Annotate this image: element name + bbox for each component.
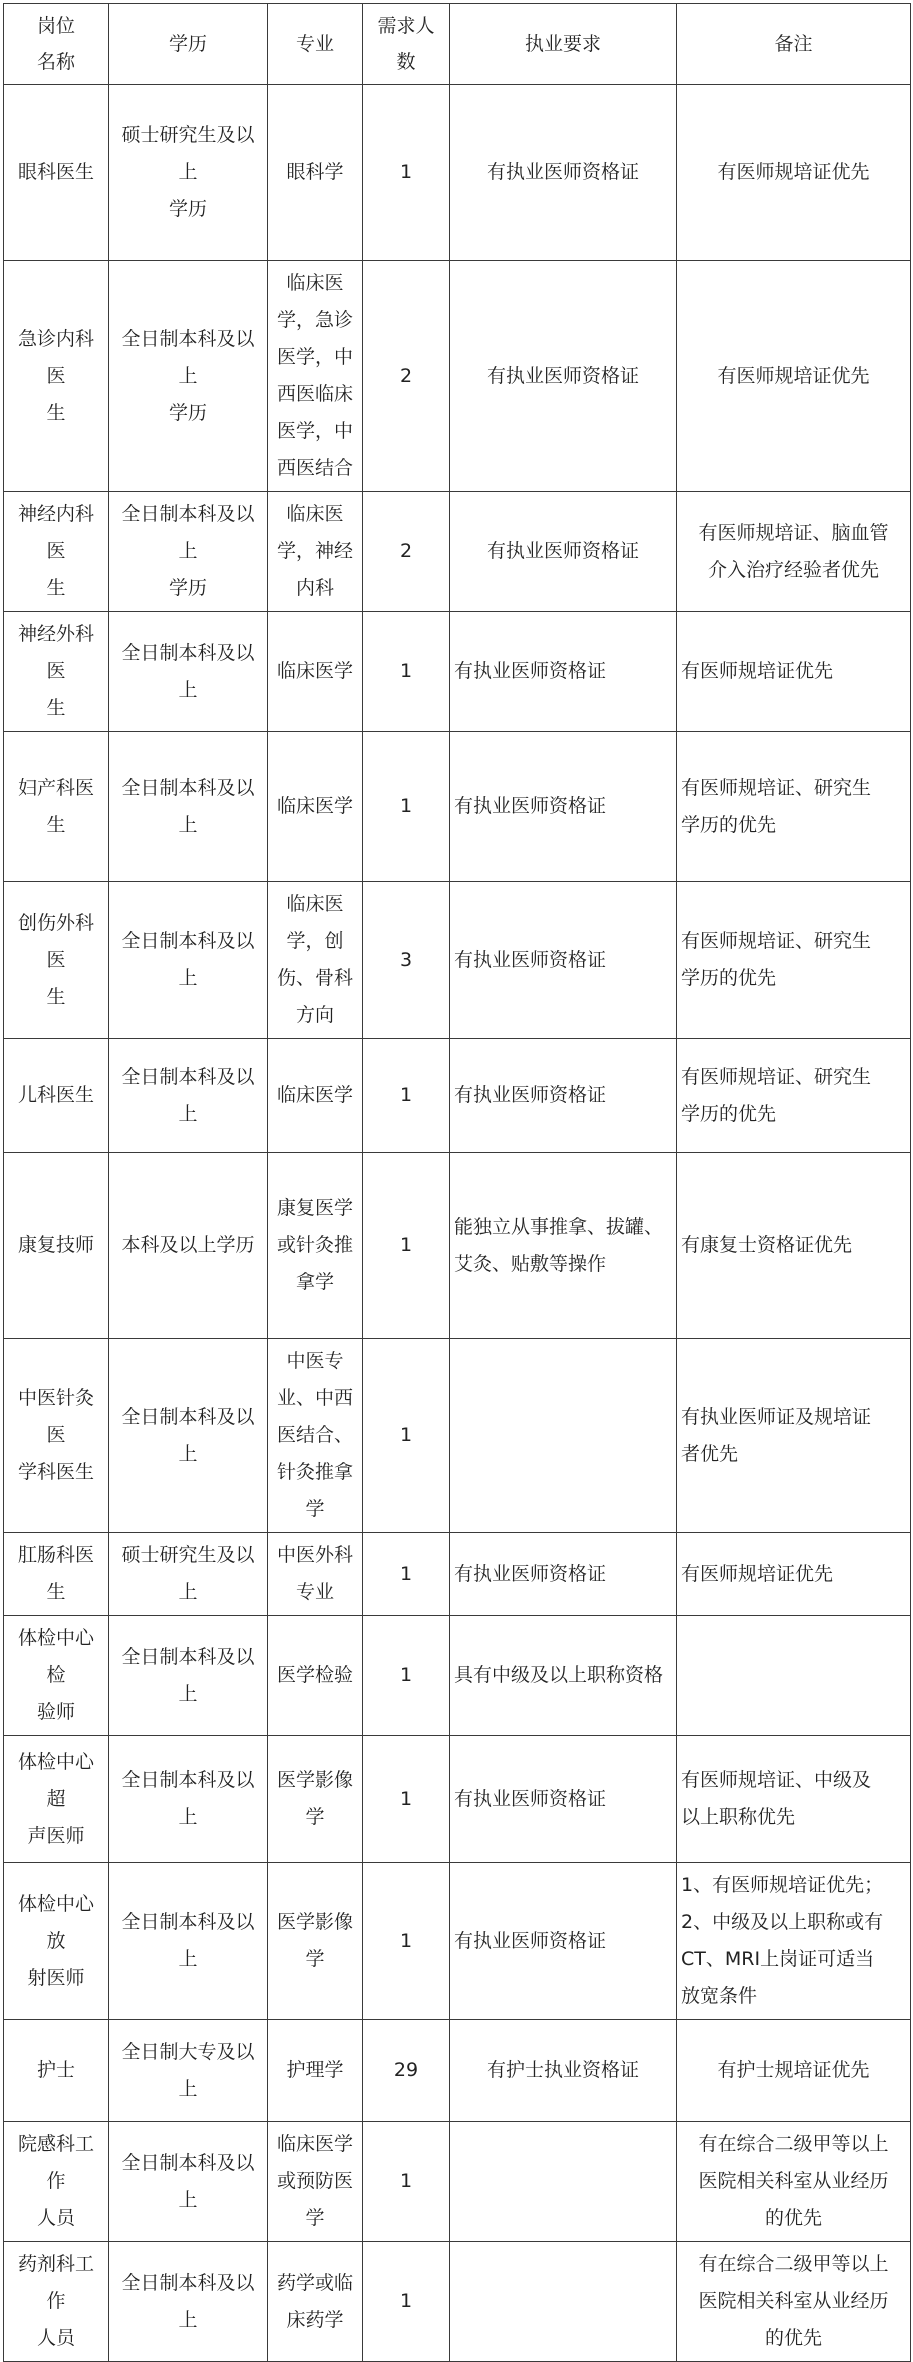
cell-education-text: 全日制本科及以上 (121, 1065, 255, 1125)
cell-license (450, 2122, 677, 2242)
cell-count-text: 1 (399, 1562, 413, 1585)
cell-count (363, 85, 450, 261)
cell-count (363, 732, 450, 882)
cell-notes (677, 1533, 911, 1616)
cell-education (109, 882, 268, 1039)
cell-education (109, 1736, 268, 1863)
header-major-label: 专业 (295, 33, 334, 55)
cell-count-text: 1 (399, 2290, 413, 2312)
cell-license (450, 1616, 677, 1736)
cell-count-text: 1 (399, 1929, 413, 1952)
header-notes (677, 4, 911, 85)
cell-notes-text: 有执业医师证及规培证 者优先 (681, 1405, 872, 1465)
cell-major-text: 临床医学 (276, 660, 353, 682)
header-education-label: 学历 (168, 33, 207, 55)
table-row (4, 1736, 911, 1863)
header-major (268, 4, 363, 85)
cell-education (109, 612, 268, 732)
cell-position (4, 1616, 109, 1736)
cell-education-text: 全日制本科及以上 (121, 1405, 255, 1465)
cell-count (363, 1039, 450, 1153)
cell-notes-text: 有医师规培证、中级及 以上职称优先 (681, 1769, 872, 1828)
cell-education (109, 1039, 268, 1153)
cell-major-text: 临床医 学，急诊 医学，中 西医临床 医学，中 西医结合 (276, 272, 353, 479)
cell-education (109, 2122, 268, 2242)
cell-position-text: 体检中心检 验师 (17, 1627, 94, 1723)
cell-position-text: 眼科医生 (17, 161, 94, 183)
cell-major (268, 1339, 363, 1533)
cell-education-text: 全日制本科及以上 学历 (121, 327, 255, 424)
cell-position (4, 612, 109, 732)
cell-major-text: 临床医 学，创 伤、骨科 方向 (276, 893, 353, 1026)
cell-position-text: 中医针灸医 学科医生 (17, 1387, 94, 1483)
table-row (4, 1616, 911, 1736)
cell-major (268, 1039, 363, 1153)
cell-notes-text: 有在综合二级甲等以上 医院相关科室从业经历 的优先 (698, 2133, 889, 2229)
cell-education-text: 全日制本科及以上 (121, 1645, 255, 1705)
cell-major-text: 中医外科 专业 (276, 1544, 353, 1603)
header-count (363, 4, 450, 85)
table-row (4, 2122, 911, 2242)
cell-license-text: 有护士执业资格证 (486, 2059, 639, 2081)
cell-major-text: 护理学 (286, 2059, 344, 2081)
cell-count-text: 1 (399, 660, 413, 682)
cell-education-text: 全日制本科及以上 (121, 1769, 255, 1828)
cell-notes (677, 1153, 911, 1339)
cell-license-text: 有执业医师资格证 (454, 795, 607, 817)
cell-count-text: 1 (399, 1787, 413, 1810)
cell-position (4, 1153, 109, 1339)
cell-count-text: 1 (399, 1424, 413, 1446)
cell-notes (677, 492, 911, 612)
cell-position (4, 1863, 109, 2020)
cell-license-text: 有执业医师资格证 (454, 1929, 607, 1952)
cell-major-text: 中医专 业、中西 医结合、 针灸推拿 学 (276, 1350, 353, 1520)
cell-count (363, 1863, 450, 2020)
header-license-label: 执业要求 (524, 33, 601, 55)
cell-license (450, 2020, 677, 2122)
cell-major-text: 药学或临 床药学 (276, 2271, 353, 2331)
cell-notes (677, 732, 911, 882)
cell-notes-text: 有护士规培证优先 (717, 2059, 870, 2081)
cell-count (363, 1533, 450, 1616)
cell-position (4, 85, 109, 261)
table-row (4, 1533, 911, 1616)
cell-license (450, 882, 677, 1039)
cell-notes (677, 612, 911, 732)
header-count-label: 需求人数 (377, 15, 435, 73)
cell-count-text: 1 (399, 795, 413, 817)
table-row (4, 1339, 911, 1533)
cell-major (268, 492, 363, 612)
cell-license (450, 2242, 677, 2362)
cell-education (109, 261, 268, 492)
cell-position (4, 882, 109, 1039)
cell-education (109, 732, 268, 882)
cell-notes-text: 有在综合二级甲等以上 医院相关科室从业经历 的优先 (698, 2253, 889, 2349)
cell-major (268, 85, 363, 261)
cell-major-text: 医学检验 (276, 1664, 353, 1686)
cell-position-text: 神经内科医 生 (17, 503, 94, 599)
cell-license-text: 有执业医师资格证 (454, 948, 607, 971)
header-notes-label: 备注 (774, 33, 813, 55)
cell-license (450, 1863, 677, 2020)
cell-major (268, 612, 363, 732)
cell-position-text: 神经外科医 生 (17, 623, 94, 719)
cell-position-text: 体检中心放 射医师 (17, 1892, 94, 1989)
cell-education-text: 全日制本科及以上 (121, 1911, 255, 1970)
cell-education (109, 1153, 268, 1339)
cell-position (4, 1339, 109, 1533)
cell-license-text: 具有中级及以上职称资格 (454, 1664, 664, 1686)
cell-major-text: 康复医学 或针灸推 拿学 (276, 1197, 353, 1293)
cell-education (109, 1616, 268, 1736)
table-row (4, 612, 911, 732)
cell-education-text: 全日制本科及以上 (121, 2271, 255, 2331)
cell-major (268, 261, 363, 492)
table-row (4, 882, 911, 1039)
cell-position (4, 1533, 109, 1616)
cell-count (363, 1736, 450, 1863)
cell-license (450, 1533, 677, 1616)
cell-count-text: 1 (399, 1084, 413, 1106)
cell-major (268, 882, 363, 1039)
table-row (4, 1153, 911, 1339)
table-body (4, 4, 911, 2362)
cell-count-text: 29 (393, 2059, 419, 2081)
cell-count-text: 1 (399, 161, 413, 183)
cell-position-text: 院感科工作 人员 (17, 2133, 94, 2229)
cell-position-text: 护士 (36, 2059, 75, 2081)
cell-position (4, 2242, 109, 2362)
table-row (4, 492, 911, 612)
cell-education-text: 本科及以上学历 (121, 1234, 255, 1256)
cell-education (109, 1863, 268, 2020)
cell-notes-text: 有医师规培证优先 (681, 1562, 834, 1585)
cell-major-text: 医学影像 学 (276, 1911, 353, 1970)
cell-position-text: 康复技师 (17, 1234, 94, 1256)
cell-count (363, 1616, 450, 1736)
cell-license (450, 732, 677, 882)
cell-major-text: 临床医学 (276, 795, 353, 817)
table-row (4, 2020, 911, 2122)
cell-license-text: 有执业医师资格证 (454, 1084, 607, 1106)
cell-notes (677, 1863, 911, 2020)
cell-major (268, 1863, 363, 2020)
cell-notes (677, 2020, 911, 2122)
cell-count-text: 1 (399, 1664, 413, 1686)
table-row (4, 1863, 911, 2020)
cell-count-text: 2 (399, 540, 413, 562)
table-row (4, 2242, 911, 2362)
header-education (109, 4, 268, 85)
cell-license (450, 1736, 677, 1863)
cell-notes-text: 有医师规培证、研究生 学历的优先 (681, 776, 872, 836)
table-row (4, 1039, 911, 1153)
cell-major (268, 1736, 363, 1863)
cell-notes (677, 85, 911, 261)
cell-license (450, 1153, 677, 1339)
cell-major (268, 732, 363, 882)
cell-count (363, 1339, 450, 1533)
cell-major-text: 临床医 学，神经 内科 (276, 503, 353, 599)
cell-count (363, 882, 450, 1039)
cell-education (109, 1533, 268, 1616)
cell-major (268, 2020, 363, 2122)
header-position (4, 4, 109, 85)
cell-position (4, 2122, 109, 2242)
table-row (4, 85, 911, 261)
cell-license-text: 有执业医师资格证 (486, 161, 639, 183)
cell-license (450, 85, 677, 261)
cell-license (450, 1339, 677, 1533)
cell-count (363, 492, 450, 612)
cell-major-text: 眼科学 (286, 161, 344, 183)
cell-education-text: 全日制本科及以上 (121, 641, 255, 701)
cell-position (4, 1039, 109, 1153)
cell-position-text: 妇产科医生 (17, 776, 94, 836)
cell-position (4, 492, 109, 612)
cell-license (450, 1039, 677, 1153)
cell-license (450, 261, 677, 492)
cell-education-text: 全日制本科及以上 学历 (121, 503, 255, 599)
cell-education (109, 85, 268, 261)
cell-notes (677, 1039, 911, 1153)
cell-position (4, 2020, 109, 2122)
cell-notes-text: 有医师规培证优先 (717, 161, 870, 183)
cell-count (363, 612, 450, 732)
cell-notes (677, 2242, 911, 2362)
cell-education (109, 1339, 268, 1533)
cell-notes (677, 1616, 911, 1736)
cell-count-text: 1 (399, 1234, 413, 1256)
cell-notes-text: 1、有医师规培证优先； 2、中级及以上职称或有 CT、MRI上岗证可适当 放宽条件 (681, 1874, 884, 2007)
cell-position (4, 732, 109, 882)
cell-position-text: 体检中心超 声医师 (17, 1750, 94, 1847)
cell-count-text: 3 (399, 948, 413, 971)
cell-license (450, 492, 677, 612)
recruitment-table (3, 3, 911, 2362)
cell-notes (677, 261, 911, 492)
cell-count (363, 261, 450, 492)
cell-notes (677, 882, 911, 1039)
cell-count (363, 2242, 450, 2362)
cell-notes (677, 1339, 911, 1533)
cell-major-text: 医学影像 学 (276, 1769, 353, 1828)
cell-major (268, 2122, 363, 2242)
cell-position-text: 药剂科工作 人员 (17, 2253, 94, 2349)
cell-license-text: 能独立从事推拿、拔罐、 艾灸、贴敷等操作 (454, 1215, 664, 1275)
cell-license-text: 有执业医师资格证 (486, 364, 639, 387)
cell-education-text: 全日制本科及以上 (121, 930, 255, 989)
cell-count-text: 2 (399, 364, 413, 387)
header-license (450, 4, 677, 85)
cell-notes-text: 有医师规培证、脑血管 介入治疗经验者优先 (698, 521, 889, 581)
cell-notes-text: 有医师规培证、研究生 学历的优先 (681, 930, 872, 989)
table-row (4, 732, 911, 882)
cell-position-text: 肛肠科医生 (17, 1544, 94, 1603)
cell-notes-text: 有康复士资格证优先 (681, 1234, 853, 1256)
cell-major (268, 1533, 363, 1616)
cell-education-text: 全日制本科及以上 (121, 2151, 255, 2211)
cell-position (4, 261, 109, 492)
cell-position-text: 急诊内科医 生 (17, 327, 94, 424)
cell-education (109, 492, 268, 612)
cell-position (4, 1736, 109, 1863)
cell-license-text: 有执业医师资格证 (454, 1562, 607, 1585)
cell-major (268, 1616, 363, 1736)
cell-education-text: 硕士研究生及以上 (121, 1544, 255, 1603)
cell-position-text: 创伤外科医 生 (17, 911, 94, 1008)
cell-count-text: 1 (399, 2170, 413, 2192)
cell-count (363, 2020, 450, 2122)
cell-education (109, 2242, 268, 2362)
cell-count (363, 2122, 450, 2242)
cell-education (109, 2020, 268, 2122)
cell-education-text: 全日制大专及以上 (121, 2040, 255, 2100)
cell-major-text: 临床医学 或预防医 学 (276, 2133, 353, 2229)
cell-notes (677, 1736, 911, 1863)
cell-notes-text: 有医师规培证优先 (681, 660, 834, 682)
header-position-label: 岗位 名称 (36, 15, 75, 73)
header-row (4, 4, 911, 85)
cell-license-text: 有执业医师资格证 (454, 660, 607, 682)
table-row (4, 261, 911, 492)
cell-major (268, 2242, 363, 2362)
cell-education-text: 全日制本科及以上 (121, 776, 255, 836)
cell-license (450, 612, 677, 732)
cell-license-text: 有执业医师资格证 (454, 1787, 607, 1810)
cell-license-text: 有执业医师资格证 (486, 540, 639, 562)
cell-major-text: 临床医学 (276, 1084, 353, 1106)
cell-education-text: 硕士研究生及以上 学历 (121, 124, 255, 220)
cell-major (268, 1153, 363, 1339)
cell-notes-text: 有医师规培证优先 (717, 364, 870, 387)
cell-count (363, 1153, 450, 1339)
cell-position-text: 儿科医生 (17, 1084, 94, 1106)
cell-notes (677, 2122, 911, 2242)
cell-notes-text: 有医师规培证、研究生 学历的优先 (681, 1065, 872, 1125)
